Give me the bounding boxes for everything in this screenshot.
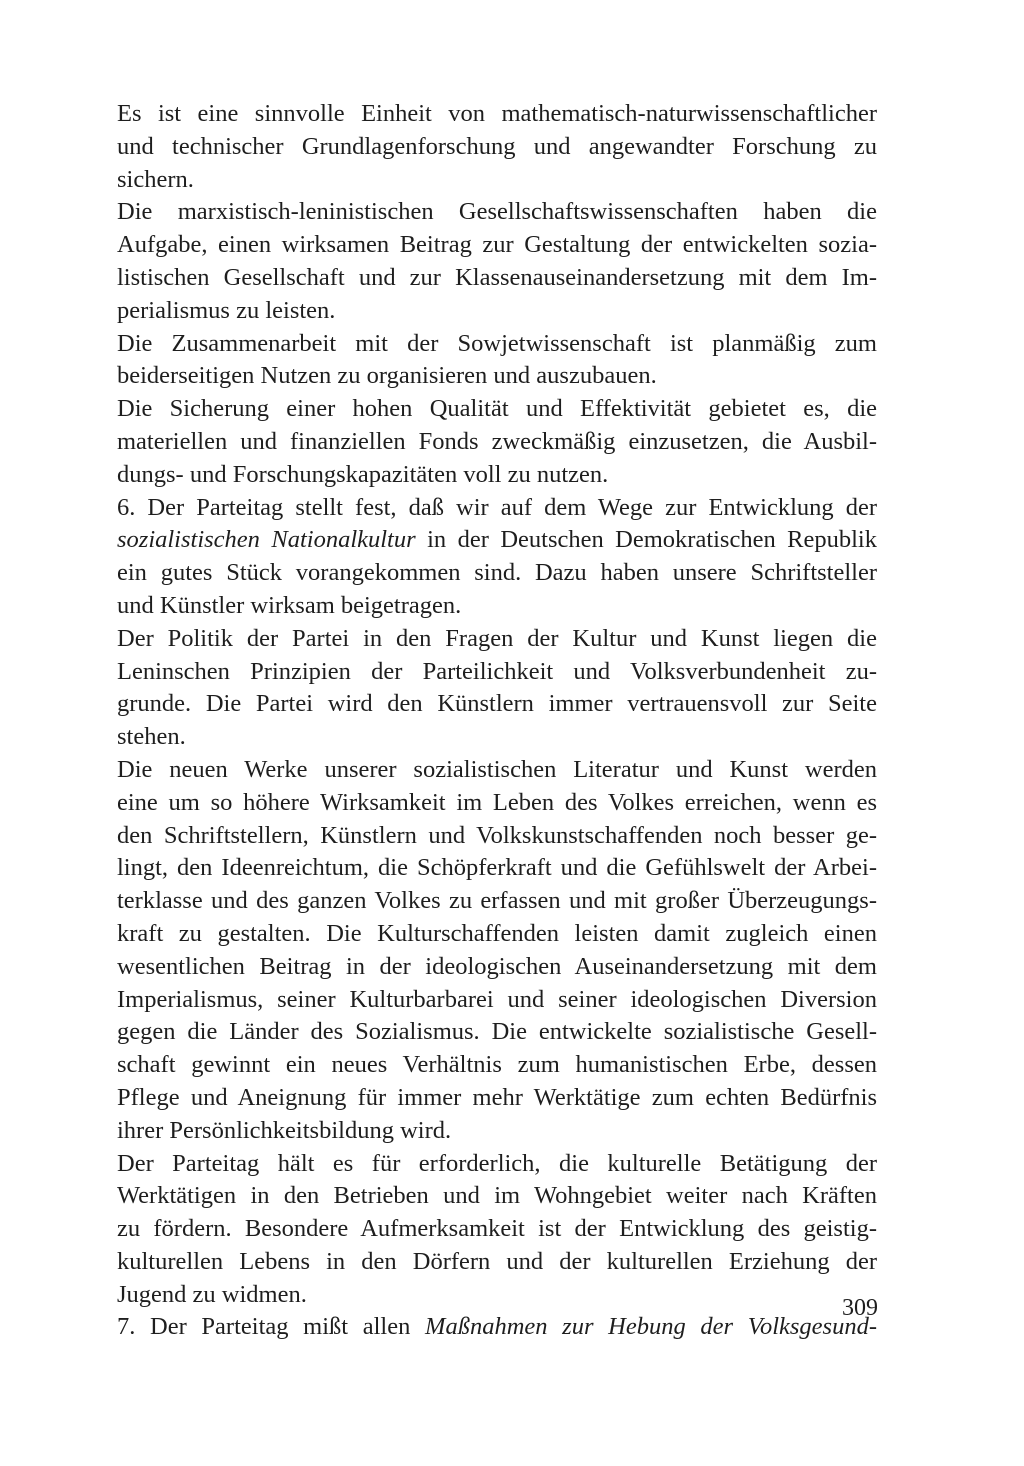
text-line: Werktätigen in den Betrieben und im Wohngebiet weiter nach Kräften — [117, 1182, 877, 1210]
page-number: 309 — [842, 1295, 878, 1321]
text-line: und technischer Grundlagenforschung und angewandter Forschung zu — [117, 132, 877, 160]
text-line: Die marxistisch-leninistischen Gesellschaftswissenschaften haben die — [117, 198, 877, 226]
paragraph — [117, 196, 877, 327]
paragraph — [117, 754, 877, 1148]
text-line: listischen Gesellschaft und zur Klassenauseinandersetzung mit dem Im- — [117, 263, 877, 291]
text-line: 6. Der Parteitag stellt fest, daß wir auf dem Wege zur Entwicklung der — [117, 493, 877, 521]
text-line: eine um so höhere Wirksamkeit im Leben des Volkes erreichen, wenn es — [117, 788, 877, 816]
text-line: sichern. — [117, 165, 194, 193]
text-line: beiderseitigen Nutzen zu organisieren und auszubauen. — [117, 362, 657, 390]
text-line: Die Zusammenarbeit mit der Sowjetwissenschaft ist planmäßig zum — [117, 329, 877, 357]
text-line: Jugend zu widmen. — [117, 1280, 307, 1308]
emphasis-text: Maßnahmen zur Hebung der Volksgesund- — [425, 1313, 877, 1341]
text-run: in der Deutschen Demokratischen Republik — [415, 526, 877, 554]
paragraph — [117, 1148, 877, 1312]
text-line: Leninschen Prinzipien der Parteilichkeit und Volksverbundenheit zu- — [117, 657, 877, 685]
text-line: Es ist eine sinnvolle Einheit von mathematisch-naturwissenschaftlicher — [117, 100, 877, 127]
text-line: Imperialismus, seiner Kulturbarbarei und seiner ideologischen Diversion — [117, 985, 877, 1013]
text-line: zu fördern. Besondere Aufmerksamkeit ist der Entwicklung des geistig- — [117, 1215, 877, 1243]
text-line-mixed — [117, 524, 877, 557]
emphasis-text: sozialistischen Nationalkultur — [117, 526, 416, 554]
text-run: 7. Der Parteitag mißt allen — [117, 1313, 426, 1341]
text-line: lingt, den Ideenreichtum, die Schöpferkraft und die Gefühlswelt der Arbei- — [117, 854, 877, 882]
text-line: ihrer Persönlichkeitsbildung wird. — [117, 1116, 452, 1144]
text-line: materiellen und finanziellen Fonds zweckmäßig einzusetzen, die Ausbil- — [117, 427, 877, 455]
text-line: schaft gewinnt ein neues Verhältnis zum humanistischen Erbe, dessen — [117, 1051, 877, 1079]
text-line: und Künstler wirksam beigetragen. — [117, 591, 462, 619]
text-line: Die neuen Werke unserer sozialistischen Literatur und Kunst werden — [117, 755, 877, 783]
text-line: grunde. Die Partei wird den Künstlern immer vertrauensvoll zur Seite — [117, 690, 877, 718]
text-line: kulturellen Lebens in den Dörfern und der kulturellen Erziehung der — [117, 1247, 877, 1275]
text-line: ein gutes Stück vorangekommen sind. Dazu haben unsere Schriftsteller — [117, 559, 877, 587]
text-line: Der Parteitag hält es für erforderlich, die kulturelle Betätigung der — [117, 1149, 877, 1177]
paragraph — [117, 328, 877, 394]
text-line: kraft zu gestalten. Die Kulturschaffenden leisten damit zugleich einen — [117, 919, 877, 947]
text-line: den Schriftstellern, Künstlern und Volkskunstschaffenden noch besser ge- — [117, 821, 877, 849]
text-line: dungs- und Forschungskapazitäten voll zu nutzen. — [117, 460, 609, 488]
paragraph — [117, 98, 877, 196]
text-line: perialismus zu leisten. — [117, 296, 336, 324]
text-line: Pflege und Aneignung für immer mehr Werktätige zum echten Bedürfnis — [117, 1083, 877, 1111]
paragraph-section-6 — [117, 492, 877, 623]
text-line: wesentlichen Beitrag in der ideologischen Auseinandersetzung mit dem — [117, 952, 877, 980]
text-line: Der Politik der Partei in den Fragen der Kultur und Kunst liegen die — [117, 624, 877, 652]
body-text — [117, 98, 877, 1344]
text-line: terklasse und des ganzen Volkes zu erfassen und mit großer Überzeugungs- — [117, 887, 877, 915]
paragraph — [117, 393, 877, 491]
text-line: Die Sicherung einer hohen Qualität und Effektivität gebietet es, die — [117, 395, 877, 423]
text-line: stehen. — [117, 723, 186, 751]
paragraph — [117, 623, 877, 754]
paragraph-section-7 — [117, 1311, 877, 1344]
text-line: Aufgabe, einen wirksamen Beitrag zur Gestaltung der entwickelten sozia- — [117, 231, 877, 259]
text-line: gegen die Länder des Sozialismus. Die entwickelte sozialistische Gesell- — [117, 1018, 877, 1046]
text-line-mixed — [117, 1311, 877, 1344]
